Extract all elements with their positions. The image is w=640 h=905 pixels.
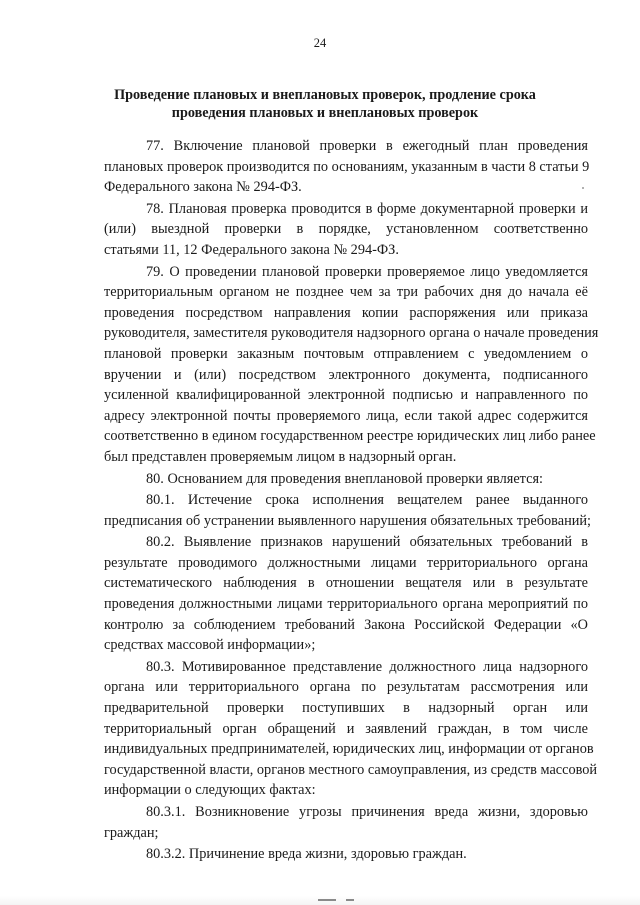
text-line: 77. Включение плановой проверки в ежегодный план проведения — [146, 138, 588, 154]
document-body — [62, 136, 599, 866]
text-line: систематического наблюдения в отношении вещателя или в результате — [104, 575, 588, 592]
section-heading — [62, 86, 588, 122]
text-line: (или) выездной проверки в порядке, установленном соответственно — [104, 221, 588, 238]
text-line: предписания об устранении выявленного нарушения обязательных требований; — [104, 512, 592, 529]
paragraph-77 — [62, 136, 588, 198]
text-line: информации о следующих фактах: — [104, 782, 316, 799]
text-line: 80.1. Истечение срока исполнения вещателем ранее выданного — [146, 492, 588, 509]
text-line: 80.3.1. Возникновение угрозы причинения вреда жизни, здоровью — [146, 804, 588, 820]
text-line: 80.3.2. Причинение вреда жизни, здоровью граждан. — [146, 846, 467, 863]
text-line: контролю за соблюдением требований Закона Российской Федерации «О — [104, 616, 588, 633]
text-line: усиленной квалифицированной электронной подписью и направленного по — [104, 387, 588, 404]
text-line: был представлен проверяемым лицом в надзорный орган. — [104, 448, 457, 465]
paragraph-80-3 — [62, 657, 598, 801]
paragraph-79 — [62, 262, 599, 468]
text-line: плановой проверки заказным почтовым отправлением с уведомлением о — [104, 345, 588, 362]
text-line: Федерального закона № 294-ФЗ. — [104, 179, 302, 196]
page-number: 24 — [313, 36, 327, 50]
scan-speck — [582, 187, 584, 189]
text-line: руководителя, заместителя руководителя надзорного органа о начале проведения — [104, 325, 599, 342]
scan-speck — [318, 899, 336, 901]
text-line: соответственно в едином государственном реестре юридических лиц либо ранее — [104, 428, 596, 445]
text-line: территориальный орган обращений и заявлений граждан, в том числе — [104, 720, 588, 737]
section-heading-line-1: Проведение плановых и внеплановых проверок, продление срока — [114, 87, 536, 103]
text-line: граждан; — [104, 824, 159, 841]
text-line: 78. Плановая проверка проводится в форме документарной проверки и — [146, 200, 588, 217]
scan-speck — [346, 899, 354, 901]
text-line: вручении и (или) посредством электронного документа, подписанного — [104, 366, 588, 383]
text-line: индивидуальных предпринимателей, юридических лиц, информации от органов — [104, 741, 594, 758]
section-heading-line-2: проведения плановых и внеплановых проверок — [171, 105, 479, 121]
paragraph-80-3-1 — [62, 802, 588, 843]
text-line: проведения посредством направления копии распоряжения или приказа — [104, 304, 588, 321]
text-line: статьями 11, 12 Федерального закона № 294-ФЗ. — [104, 241, 399, 258]
text-line: 80.3. Мотивированное представление должностного лица надзорного — [146, 658, 588, 675]
paragraph-80-2 — [62, 532, 588, 656]
text-line: 79. О проведении плановой проверки проверяемое лицо уведомляется — [146, 263, 588, 280]
text-line: 80. Основанием для проведения внеплановой проверки является: — [146, 470, 543, 487]
text-line: адресу электронной почты проверяемого лица, если такой адрес содержится — [104, 407, 588, 424]
paragraph-80-3-2 — [62, 844, 588, 865]
paragraph-80-1 — [62, 490, 592, 531]
text-line: плановых проверок производится по основаниям, указанным в части 8 статьи 9 — [104, 158, 590, 175]
text-line: средствах массовой информации»; — [104, 637, 316, 654]
text-line: проведения должностными лицами территориального органа мероприятий по — [104, 596, 588, 613]
text-line: территориальным органом не позднее чем за три рабочих дня до начала её — [104, 284, 588, 301]
text-line: результате проводимого должностными лицами территориального органа — [104, 554, 588, 571]
text-line: государственной власти, органов местного самоуправления, из средств массовой — [104, 761, 598, 778]
text-line: 80.2. Выявление признаков нарушений обязательных требований в — [146, 534, 588, 551]
text-line: органа или территориального органа по результатам рассмотрения или — [104, 679, 588, 696]
paragraph-78 — [62, 199, 588, 261]
text-line: предварительной проверки поступивших в надзорный орган или — [104, 700, 588, 717]
paragraph-80 — [62, 469, 588, 490]
